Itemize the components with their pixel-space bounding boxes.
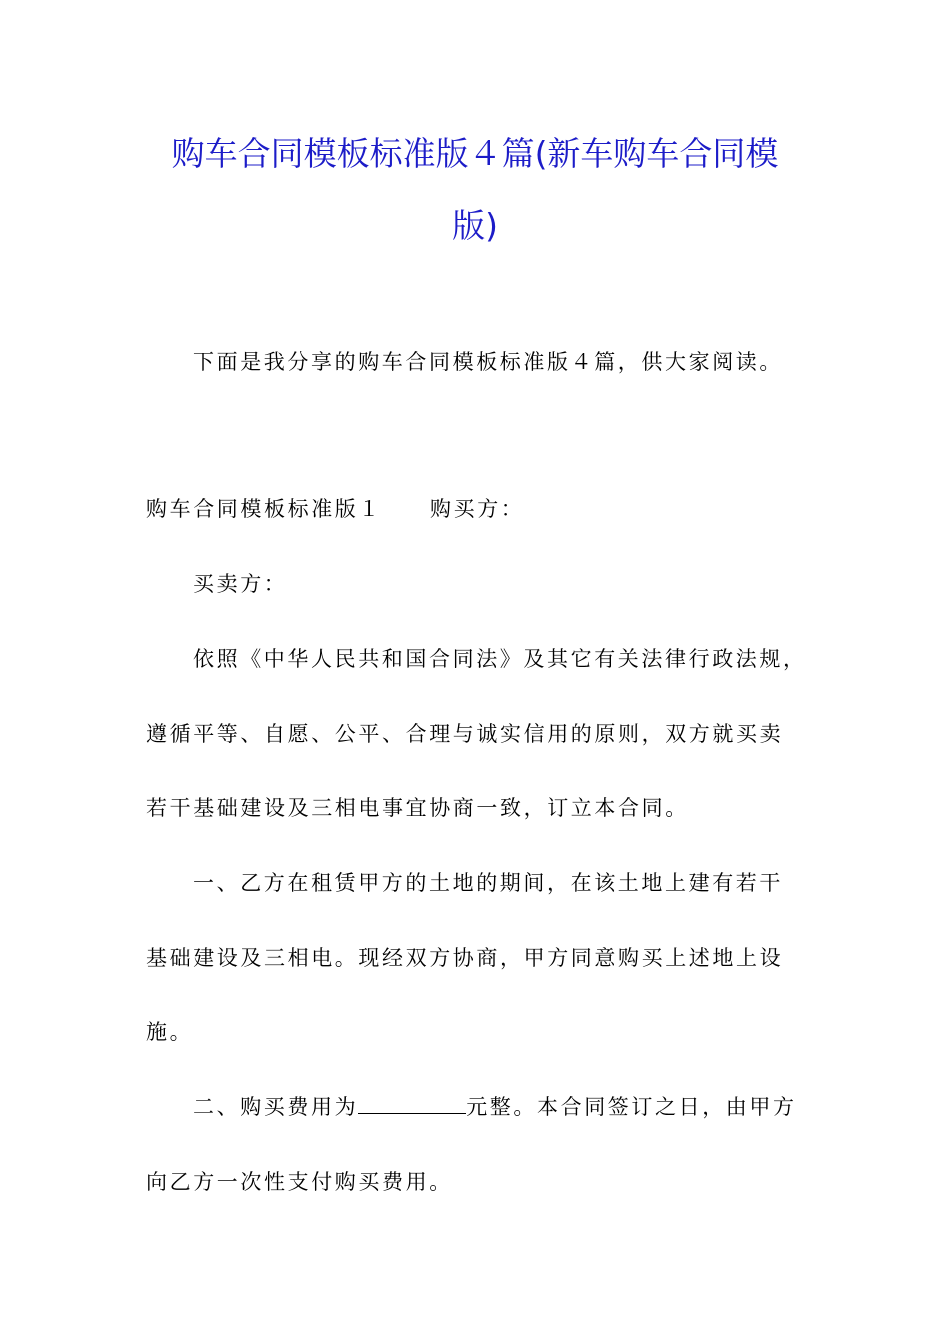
section-1-heading-row <box>146 495 524 523</box>
para3-line-1 <box>193 1093 797 1121</box>
para1-line-1: 依照《中华人民共和国合同法》及其它有关法律行政法规， <box>193 647 807 671</box>
document-title-line-1: 购车合同模板标准版４篇(新车购车合同模 <box>171 134 779 173</box>
para3-suffix: 元整。本合同签订之日，由甲方 <box>466 1095 797 1119</box>
para3-line-2: 向乙方一次性支付购买费用。 <box>146 1170 453 1194</box>
para2-line-3: 施。 <box>146 1020 194 1044</box>
seller-label: 买卖方： <box>193 572 288 596</box>
amount-blank-field <box>358 1093 466 1114</box>
section-1-heading: 购车合同模板标准版１ <box>146 497 382 521</box>
document-title-line-2: 版) <box>452 206 498 245</box>
buyer-label: 购买方： <box>430 497 525 521</box>
intro-paragraph: 下面是我分享的购车合同模板标准版４篇，供大家阅读。 <box>193 350 783 374</box>
para3-prefix: 二、购买费用为 <box>193 1095 359 1119</box>
para2-line-1: 一、乙方在租赁甲方的土地的期间，在该土地上建有若干 <box>193 871 783 895</box>
para1-line-3: 若干基础建设及三相电事宜协商一致，订立本合同。 <box>146 796 689 820</box>
para1-line-2: 遵循平等、自愿、公平、合理与诚实信用的原则，双方就买卖 <box>146 722 784 746</box>
para2-line-2: 基础建设及三相电。现经双方协商，甲方同意购买上述地上设 <box>146 946 784 970</box>
